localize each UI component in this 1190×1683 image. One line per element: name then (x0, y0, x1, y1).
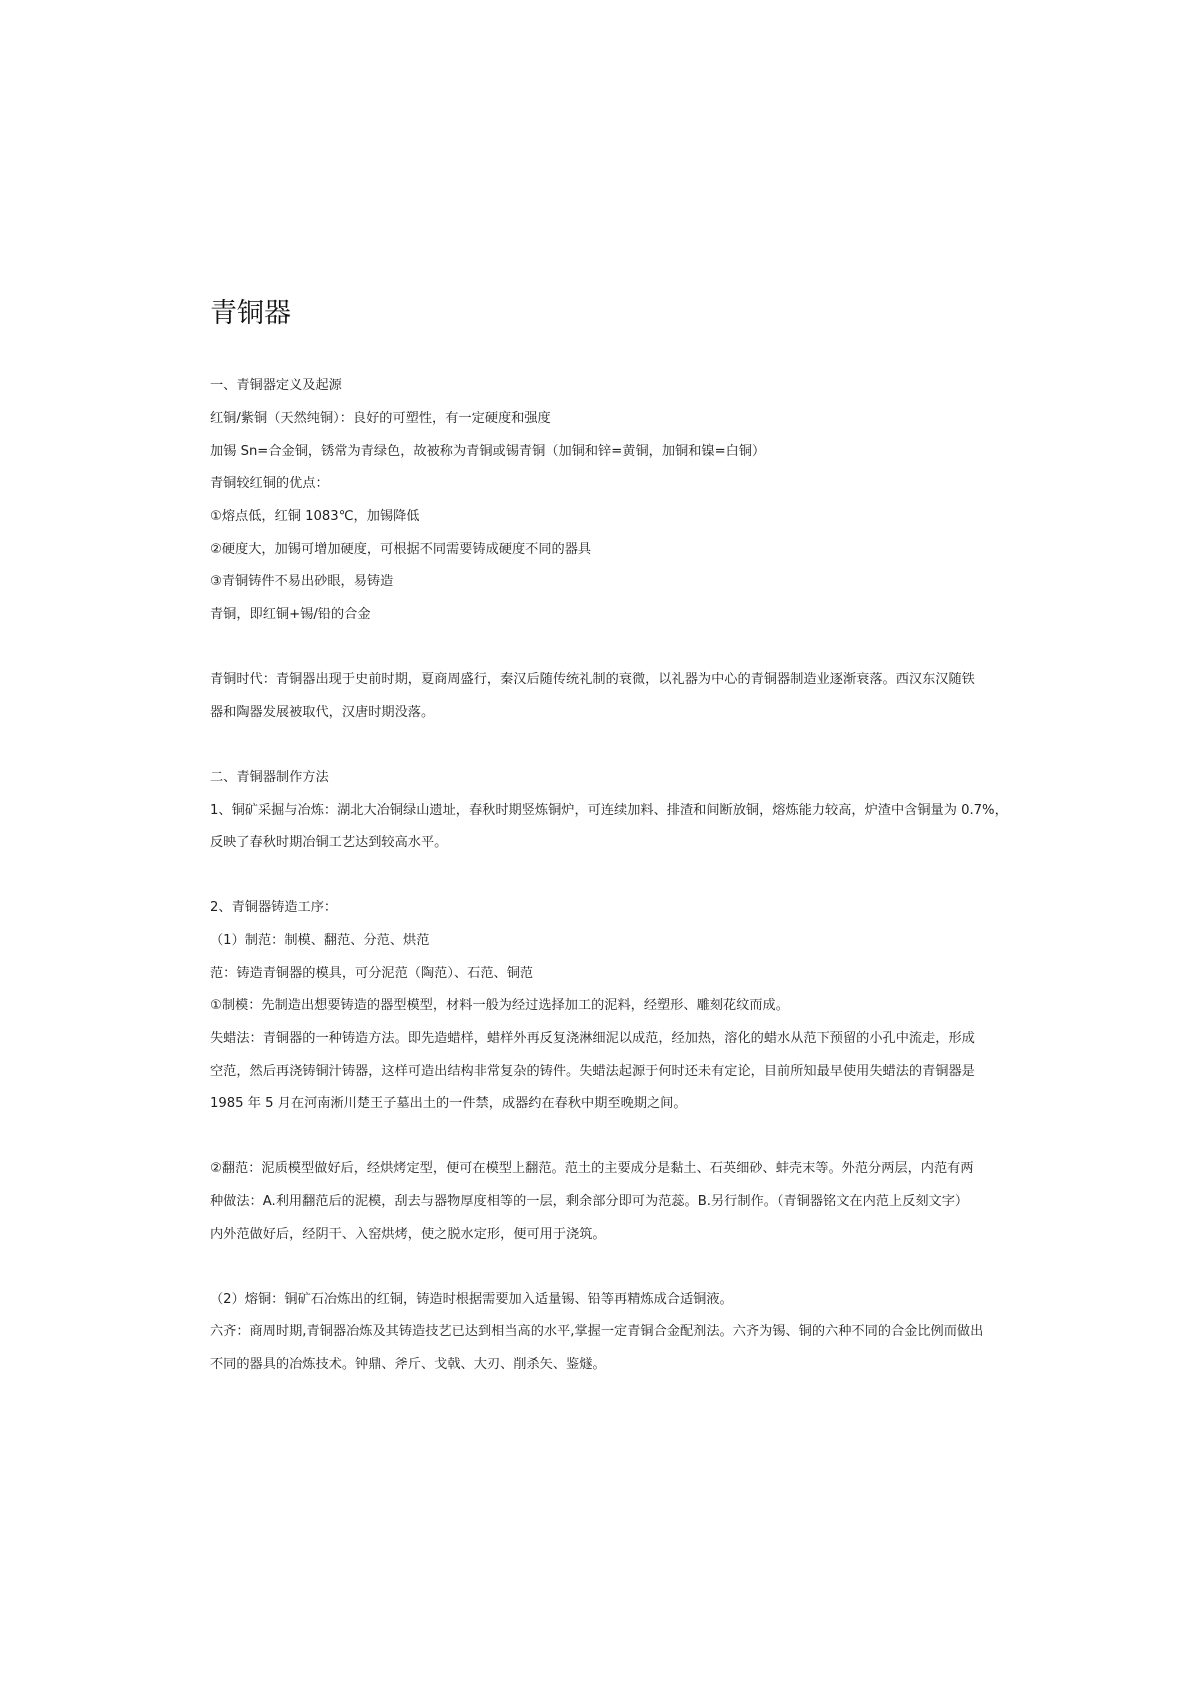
text-line: ①熔点低，红铜 1083℃，加锡降低 (210, 509, 420, 524)
text-line: ③青铜铸件不易出砂眼，易铸造 (210, 574, 394, 589)
text-line: 加锡 Sn=合金铜，锈常为青绿色，故被称为青铜或锡青铜（加铜和锌=黄铜，加铜和镍=白铜） (210, 444, 766, 459)
text-line: 不同的器具的冶炼技术。钟鼎、斧斤、戈戟、大刃、削杀矢、鉴燧。 (210, 1357, 606, 1372)
document-title: 青铜器 (210, 298, 291, 329)
text-line: ②硬度大，加锡可增加硬度，可根据不同需要铸成硬度不同的器具 (210, 542, 592, 557)
text-line: 范：铸造青铜器的模具，可分泥范（陶范）、石范、铜范 (210, 966, 534, 981)
text-line: 1、铜矿采掘与冶炼：湖北大冶铜绿山遗址，春秋时期竖炼铜炉，可连续加料、排渣和间断放铜，熔炼能力较高，炉渣中含铜量为 0.7%， (210, 803, 1008, 818)
section-heading-methods: 二、青铜器制作方法 (210, 770, 329, 785)
text-line: ②翻范：泥质模型做好后，经烘烤定型，便可在模型上翻范。范土的主要成分是黏土、石英细砂、蚌壳末等。外范分两层，内范有两 (210, 1161, 974, 1176)
text-line: 空范，然后再浇铸铜汁铸器，这样可造出结构非常复杂的铸件。失蜡法起源于何时还未有定论，目前所知最早使用失蜡法的青铜器是 (210, 1064, 975, 1079)
text-line: 1985 年 5 月在河南淅川楚王子墓出土的一件禁，成器约在春秋中期至晚期之间。 (210, 1096, 687, 1111)
text-line: 反映了春秋时期冶铜工艺达到较高水平。 (210, 835, 448, 850)
text-line: 青铜较红铜的优点： (210, 476, 329, 491)
text-line: 器和陶器发展被取代，汉唐时期没落。 (210, 705, 435, 720)
text-line: 红铜/紫铜（天然纯铜）：良好的可塑性，有一定硬度和强度 (210, 411, 551, 426)
text-line: 内外范做好后，经阴干、入窑烘烤，使之脱水定形，便可用于浇筑。 (210, 1227, 606, 1242)
section-heading-definition: 一、青铜器定义及起源 (210, 378, 342, 393)
text-line: 六齐：商周时期,青铜器冶炼及其铸造技艺已达到相当高的水平,掌握一定青铜合金配剂法。六齐为锡、铜的六种不同的合金比例而做出 (210, 1324, 984, 1339)
text-line: 青铜时代：青铜器出现于史前时期，夏商周盛行，秦汉后随传统礼制的衰微，以礼器为中心的青铜器制造业逐渐衰落。西汉东汉随铁 (210, 672, 975, 687)
text-line: （2）熔铜：铜矿石冶炼出的红铜，铸造时根据需要加入适量锡、铅等再精炼成合适铜液。 (210, 1292, 733, 1307)
text-line: ①制模：先制造出想要铸造的器型模型，材料一般为经过选择加工的泥料，经塑形、雕刻花纹而成。 (210, 998, 789, 1013)
text-line: 失蜡法：青铜器的一种铸造方法。即先造蜡样，蜡样外再反复浇淋细泥以成范，经加热，溶化的蜡水从范下预留的小孔中流走，形成 (210, 1031, 975, 1046)
text-line: 2、青铜器铸造工序： (210, 900, 338, 915)
text-line: 青铜，即红铜+锡/铅的合金 (210, 607, 371, 622)
text-line: （1）制范：制模、翻范、分范、烘范 (210, 933, 430, 948)
text-line: 种做法：A.利用翻范后的泥模，刮去与器物厚度相等的一层，剩余部分即可为范蕊。B.另行制作。（青铜器铭文在内范上反刻文字） (210, 1194, 969, 1209)
